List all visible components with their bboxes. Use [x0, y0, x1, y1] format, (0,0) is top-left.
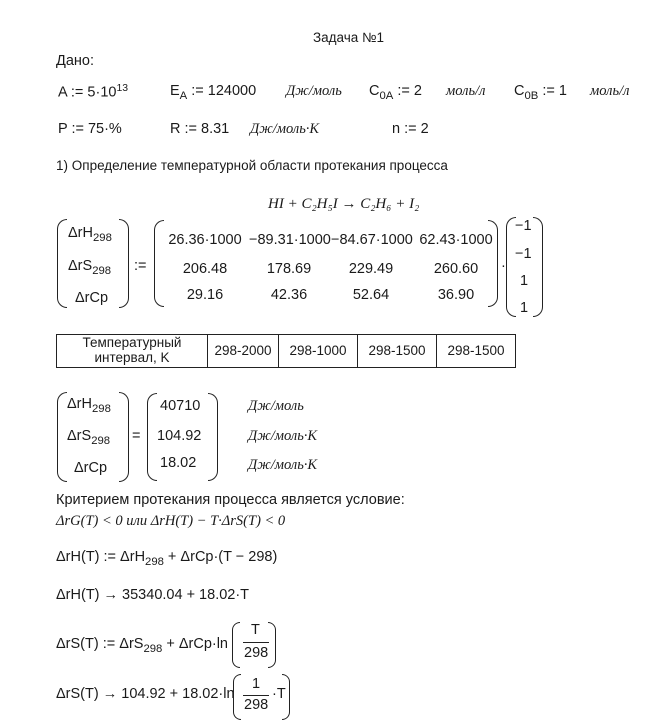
matrix-cell: 42.36	[270, 287, 308, 303]
formula-dS-result: ΔrS(T) → 104.92 + 18.02·ln	[56, 686, 235, 702]
criterion-formula: ΔrG(T) < 0 или ΔrH(T) − T·ΔrS(T) < 0	[56, 513, 286, 529]
matrix-cell: 36.90	[437, 287, 475, 303]
given-C0A	[369, 83, 422, 102]
lhs-dH298: ΔrH$_{298}$	[68, 225, 112, 244]
EA-sub: A	[179, 89, 188, 102]
result-unit: Дж/моль·K	[248, 428, 318, 444]
table-header-cell: Температурный интервал, K	[57, 335, 208, 368]
result-lhs-dS298: ΔrS$_{298}$	[67, 428, 111, 447]
given-A	[58, 83, 128, 101]
matrix-cell: 178.69	[266, 261, 312, 277]
given-n: n := 2	[392, 121, 429, 137]
result-rhs-left-bracket	[147, 393, 157, 481]
lhs-vector-right-bracket	[119, 219, 129, 308]
reaction-equation: HI + C₂H₅I → C₂H₆ + I₂	[268, 196, 420, 212]
coef-cell: −1	[515, 246, 532, 262]
matrix-cell: −89.31·1000	[249, 232, 331, 248]
matrix-cell: 26.36·1000	[168, 232, 242, 248]
C0A-symbol: C	[369, 83, 380, 99]
C0B-sub: 0B	[524, 89, 539, 102]
table-cell: 298-1000	[279, 335, 358, 368]
table-cell: 298-1500	[358, 335, 437, 368]
matrix-cell: −84.67·1000	[331, 232, 413, 248]
result-lhs-left-bracket	[57, 392, 67, 482]
formula-dS-definition: ΔrS(T) := ΔrS$_{298}$ + ΔrCp·ln	[56, 636, 229, 655]
A-text: A := 5·10	[58, 84, 117, 101]
ln-left-paren	[232, 622, 240, 668]
criterion-text: Критерием протекания процесса является условие:	[56, 492, 405, 508]
result-value: 40710	[160, 398, 201, 414]
R-unit: Дж/моль·K	[250, 121, 320, 137]
assign-operator: :=	[134, 258, 147, 274]
result-lhs-right-bracket	[119, 392, 129, 482]
table-cell: 298-2000	[208, 335, 279, 368]
table-cell: 298-1500	[437, 335, 516, 368]
matrix-cell: 62.43·1000	[419, 232, 493, 248]
C0A-value: := 2	[393, 83, 422, 99]
fraction-bar	[243, 642, 269, 643]
matrix-cell: 260.60	[433, 261, 479, 277]
formula-dH-result: ΔrH(T) → 35340.04 + 18.02·T	[56, 587, 250, 603]
matrix-cell: 206.48	[182, 261, 228, 277]
C0A-unit: моль/л	[446, 83, 486, 99]
lhs-dCp: ΔrCp	[75, 290, 109, 306]
coef-cell: 1	[520, 300, 529, 316]
formula-tail: ·T	[272, 686, 286, 702]
A-exponent: 13	[116, 83, 129, 94]
matrix-cell: 29.16	[186, 287, 224, 303]
coef-cell: −1	[515, 218, 532, 234]
result-rhs-right-bracket	[208, 393, 218, 481]
given-P: P := 75·%	[58, 121, 122, 137]
given-R: R := 8.31	[170, 121, 230, 137]
lhs-dS298: ΔrS$_{298}$	[68, 258, 112, 277]
result-lhs-dCp: ΔrCp	[74, 460, 108, 476]
page-title: Задача №1	[313, 30, 385, 45]
EA-symbol: E	[170, 83, 180, 99]
fraction-numerator: T	[251, 622, 260, 638]
given-label: Дано:	[56, 53, 94, 69]
C0A-sub: 0A	[379, 89, 394, 102]
result-lhs-dH298: ΔrH$_{298}$	[67, 396, 111, 415]
formula-dH-definition: ΔrH(T) := ΔrH$_{298}$ + ΔrCp·(T − 298)	[56, 549, 278, 568]
fraction-bar	[243, 695, 269, 696]
coef-matrix-left-bracket	[154, 220, 164, 307]
ln-right-paren	[282, 674, 290, 720]
result-unit: Дж/моль·K	[248, 457, 318, 473]
fraction-denominator: 298	[244, 645, 269, 661]
ln-right-paren	[268, 622, 276, 668]
section-heading: 1) Определение температурной области протекания процесса	[56, 158, 448, 173]
matrix-cell: 52.64	[352, 287, 390, 303]
C0B-symbol: C	[514, 83, 525, 99]
fraction-numerator: 1	[252, 676, 261, 692]
C0B-value: := 1	[538, 83, 567, 99]
EA-unit: Дж/моль	[286, 83, 342, 99]
result-unit: Дж/моль	[248, 398, 304, 414]
coef-cell: 1	[520, 273, 529, 289]
given-EA	[170, 83, 256, 102]
result-value: 104.92	[157, 428, 202, 444]
coef-vector-right-bracket	[533, 217, 543, 317]
EA-value: := 124000	[187, 83, 257, 99]
matrix-cell: 229.49	[348, 261, 394, 277]
ln-left-paren	[233, 674, 241, 720]
C0B-unit: моль/л	[590, 83, 630, 99]
lhs-vector-left-bracket	[57, 219, 67, 308]
result-value: 18.02	[160, 455, 197, 471]
equals-operator: =	[132, 428, 141, 444]
table-row	[57, 335, 516, 368]
multiply-dot: ·	[501, 258, 506, 274]
given-C0B	[514, 83, 567, 102]
temperature-interval-table	[56, 334, 516, 368]
fraction-denominator: 298	[244, 697, 269, 713]
